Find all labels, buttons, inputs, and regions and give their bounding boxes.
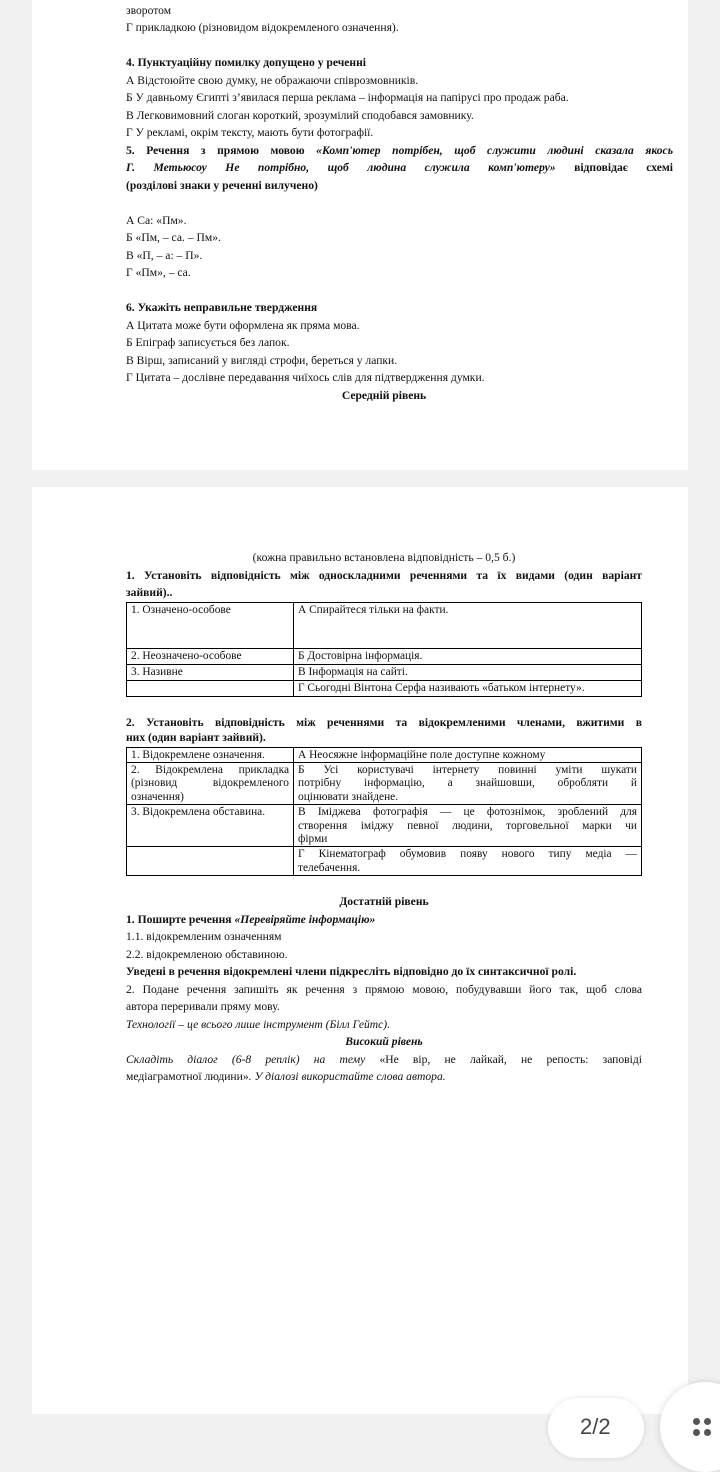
table-cell: Б Усі користувачі інтернету повинні уміти шукати потрібну інформацію, а знайшовши, обробляти й оцінювати знайдене. — [294, 762, 642, 804]
question-4-option-b: Б У давньому Єгипті з’явилася перша реклама – інформація на папірусі про продаж раба. — [126, 91, 569, 104]
option: Г прикладкою (різновидом відокремленого означення). — [126, 21, 399, 34]
table-cell — [127, 680, 294, 696]
table-cell: 3. Називне — [127, 664, 294, 680]
task-1-title-line-1: 1. Установіть відповідність між односкладними реченнями та їх видами (один варіант — [126, 568, 642, 582]
task-3-2-line-1: 2. Подане речення запишіть як речення з прямою мовою, побудувавши його так, щоб слова — [126, 982, 642, 996]
table-cell: Г Сьогодні Вінтона Серфа називають «батьком інтернету». — [294, 680, 642, 696]
page-2-content — [126, 549, 673, 1086]
page-1-content: зворотом Г прикладкою (різновидом відокремленого означення). 4. Пунктуаційну помилку допущено у реченні А Відстоюйте свою думку, не ображаючи співрозмовників. Б У давньому Єгипті з’явилася перша реклама – інформація на папірусі про продаж раба. В Легковимовний слоган короткий, зрозумілий сподобався замовнику. Г У рекламі, окрім тексту, мають бути фотографії. 5. Речення з прямою мовою «Комп'ютер потрібен, щоб служити людині сказала якось Г. Метьюсоу Не потрібно, щоб людина служила комп'ютеру» відповідає схемі (розділові знаки у реченні вилучено) А Са: «Пм». Б «Пм, – са. – Пм». В «П, – а: – П». Г «Пм», – са. 6. Укажіть неправильне твердження А Цитата може бути оформлена як пряма мова. Б Епіграф записується без лапок. В Вірш, записаний у вигляді строфи, береться у лапки. Г Цитата – дослівне передавання чиїхось слів для підтвердження думки. Середній рівень — [126, 0, 673, 404]
question-4-option-d: Г У рекламі, окрім тексту, мають бути фотографії. — [126, 126, 374, 139]
question-6-option-a: А Цитата може бути оформлена як пряма мова. — [126, 318, 360, 332]
level-heading-high: Високий рівень — [345, 1035, 423, 1049]
page-indicator-text: 2/2 — [580, 1414, 611, 1439]
task-2-matching-table — [126, 747, 642, 877]
level-heading-medium: Середній рівень — [341, 388, 427, 402]
table-row — [127, 747, 642, 762]
question-6-title: 6. Укажіть неправильне твердження — [126, 301, 318, 314]
document-page-1 — [32, 0, 688, 470]
task-1-matching-table — [126, 602, 642, 697]
table-cell: Б Достовірна інформація. — [294, 648, 642, 664]
task-2-title-line-1: 2. Установіть відповідність між реченнями та відокремленими членами, вжитими в — [126, 715, 642, 729]
table-cell: А Неосяжне інформаційне поле доступне кожному — [294, 747, 642, 762]
task-3-instruction: Уведені в речення відокремлені члени підкресліть відповідно до їх синтаксичної ролі. — [126, 965, 577, 979]
table-cell: 1. Відокремлене означення. — [127, 747, 294, 762]
table-row — [127, 680, 642, 696]
table-row — [127, 762, 642, 804]
table-row — [127, 805, 642, 847]
table-row — [127, 847, 642, 876]
question-6-option-c: В Вірш, записаний у вигляді строфи, береться у лапки. — [126, 353, 398, 367]
page-indicator — [548, 1398, 644, 1458]
question-5-title-line-3: (розділові знаки у реченні вилучено) — [126, 178, 318, 192]
question-5-option-d: Г «Пм», – са. — [126, 266, 191, 279]
table-cell: Г Кінематограф обумовив появу нового типу медіа — телебачення. — [294, 847, 642, 876]
task-3-item-2: 2.2. відокремленою обставиною. — [126, 947, 288, 961]
table-row — [127, 648, 642, 664]
cut-off-line — [126, 0, 673, 2]
table-cell: А Спирайтеся тільки на факти. — [294, 602, 642, 648]
question-6-option-b: Б Епіграф записується без лапок. — [126, 336, 290, 349]
table-row — [127, 602, 642, 648]
question-4-option-a: А Відстоюйте свою думку, не ображаючи співрозмовників. — [126, 73, 419, 87]
task-3-title: 1. Поширте речення «Перевіряйте інформацію» — [126, 912, 376, 926]
question-4-option-c: В Легковимовний слоган короткий, зрозумілий сподобався замовнику. — [126, 108, 474, 122]
table-cell: В Інформація на сайті. — [294, 664, 642, 680]
question-5-option-b: Б «Пм, – са. – Пм». — [126, 231, 221, 244]
task-1-title-line-2: зайвий).. — [126, 586, 173, 599]
question-5-option-a: А Са: «Пм». — [126, 213, 187, 227]
dots-grid-icon — [693, 1418, 713, 1438]
table-cell: 3. Відокремлена обставина. — [127, 805, 294, 847]
table-cell: В Іміджева фотографія — це фотознімок, зроблений для створення іміджу певної людини, торговельної марки чи фірми — [294, 805, 642, 847]
task-4-line-2: медіаграмотної людини». У діалозі використайте слова автора. — [126, 1070, 446, 1084]
task-3-item-1: 1.1. відокремленим означенням — [126, 930, 282, 944]
table-cell: 2. Відокремлена прикладка (різновид відокремленого означення) — [127, 762, 294, 804]
task-3-2-line-2: автора переривали пряму мову. — [126, 1000, 280, 1014]
task-3-quote: Технології – це всього лише інструмент (Білл Гейтс). — [126, 1017, 391, 1031]
question-6-option-d: Г Цитата – дослівне передавання чиїхось слів для підтвердження думки. — [126, 371, 485, 384]
score-note: (кожна правильно встановлена відповідність – 0,5 б.) — [252, 551, 516, 564]
question-4-title: 4. Пунктуаційну помилку допущено у реченні — [126, 56, 366, 69]
question-5-title-line-2: Г. Метьюсоу Не потрібно, щоб людина служила комп'ютеру» відповідає схемі — [126, 161, 673, 174]
question-5-option-c: В «П, – а: – П». — [126, 248, 203, 262]
task-4-line-1: Складіть діалог (6-8 реплік) на темy «Не вір, не лайкай, не репость: заповіді — [126, 1052, 642, 1066]
document-page-2 — [32, 487, 688, 1414]
question-5-title-line-1: 5. Речення з прямою мовою «Комп'ютер потрібен, щоб служити людині сказала якось — [126, 143, 673, 157]
level-heading-sufficient: Достатній рівень — [339, 895, 429, 909]
table-row — [127, 664, 642, 680]
table-cell: 2. Неозначено-особове — [127, 648, 294, 664]
table-cell — [127, 847, 294, 876]
task-2-title-line-2: них (один варіант зайвий). — [126, 731, 266, 744]
table-cell: 1. Означено-особове — [127, 602, 294, 648]
